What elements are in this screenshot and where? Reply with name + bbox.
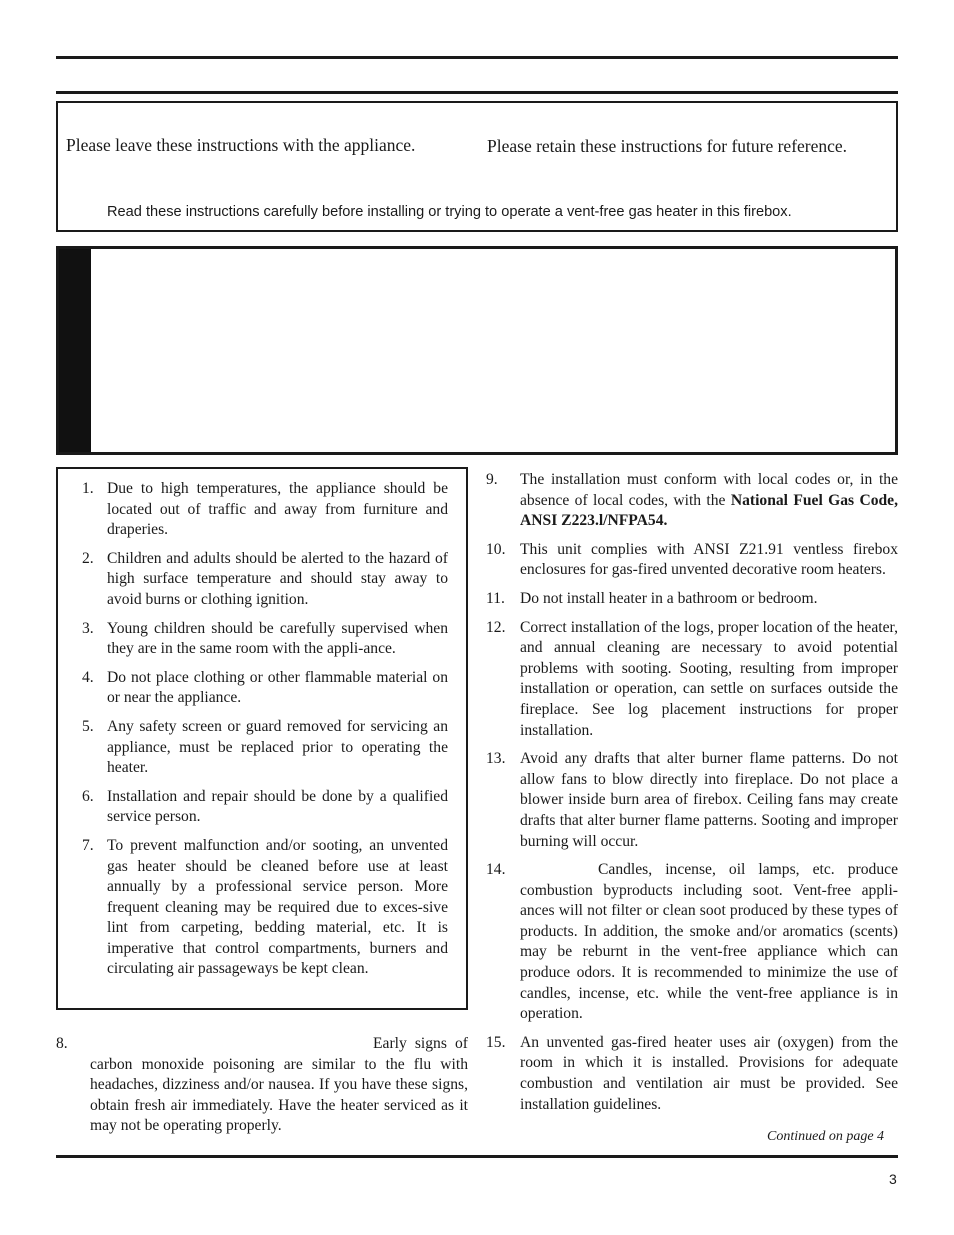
list-item bbox=[486, 589, 898, 610]
list-item-body: This unit complies with ANSI Z21.91 ventless firebox enclosures for gas-fired unvented decorative room heaters. bbox=[520, 540, 898, 579]
warning-black-bar bbox=[59, 249, 91, 452]
warning-box bbox=[56, 246, 898, 455]
bottom-rule bbox=[56, 1155, 898, 1158]
item-8-text: Early signs of carbon monoxide poisoning are similar to the flu with headaches, dizziness and/or nausea. If you have these signs, obtain fresh air immediately. Have the heater serviced as it may not be operating properly. bbox=[90, 1035, 468, 1135]
list-item bbox=[82, 668, 448, 709]
list-item-text bbox=[107, 619, 448, 660]
list-item-body: To prevent malfunction and/or sooting, an unvented gas heater should be cleaned before use at least annually by a professional service person. More frequent cleaning may be required due to exces-sive lint from carpeting, bedding material, etc. It is imperative that control compartments, burners and circulating air passageways be kept clean. bbox=[107, 836, 448, 978]
list-item-text bbox=[520, 860, 898, 1025]
list-item-text bbox=[520, 470, 898, 532]
list-item-bold: National Fuel Gas Code, ANSI Z223.l/NFPA54. bbox=[520, 491, 899, 530]
list-item bbox=[82, 619, 448, 660]
continued-note: Continued on page 4 bbox=[767, 1129, 885, 1144]
list-item-body: Due to high temperatures, the appliance should be located out of traffic and away from furniture and draperies. bbox=[107, 480, 448, 539]
list-item-number: 10. bbox=[486, 540, 506, 558]
list-item-text bbox=[107, 836, 448, 980]
list-item bbox=[82, 836, 448, 980]
read-instructions-text: Read these instructions carefully before installing or trying to operate a vent-free gas heater in this firebox. bbox=[107, 204, 792, 220]
list-item-text bbox=[107, 717, 448, 779]
list-item-number: 2. bbox=[82, 549, 94, 567]
safety-items-box bbox=[56, 467, 468, 1010]
list-item-text bbox=[520, 1033, 898, 1115]
list-item bbox=[486, 470, 898, 532]
list-item-body: An unvented gas-fired heater uses air (oxygen) from the room in which it is installed. Provisions for adequate combustion and ventilation air must be provided. See installation guidelines. bbox=[520, 1033, 898, 1113]
list-item bbox=[82, 717, 448, 779]
list-item bbox=[486, 618, 898, 742]
list-item-body: Candles, incense, oil lamps, etc. produce combustion byproducts including soot. Vent-free appli-ances will not filter or clean soot produced by these types of products. In addition, the smoke and/or aromatics (scents) may be reburnt in the vent-free appliance which can produce odors. It is recommended to minimize the use of candles, incense, etc. while the vent-free appliance is in operation. bbox=[520, 861, 898, 1023]
list-item-text bbox=[107, 787, 448, 828]
list-item-text bbox=[520, 540, 898, 581]
list-item bbox=[486, 860, 898, 1025]
list-item-body: Installation and repair should be done by a qualified service person. bbox=[107, 787, 448, 826]
list-item-number: 12. bbox=[486, 618, 506, 636]
list-item-number: 4. bbox=[82, 668, 94, 686]
list-item-number: 14. bbox=[486, 861, 506, 879]
list-item-number: 3. bbox=[82, 619, 94, 637]
list-item-text bbox=[520, 589, 898, 610]
retain-instructions-text: Please retain these instructions for future reference. bbox=[487, 136, 848, 156]
list-item-number: 7. bbox=[82, 836, 94, 854]
list-item-number: 15. bbox=[486, 1033, 506, 1051]
list-item-body: Do not install heater in a bathroom or bedroom. bbox=[520, 589, 818, 607]
second-rule bbox=[56, 91, 898, 94]
list-item bbox=[82, 787, 448, 828]
list-item bbox=[82, 549, 448, 611]
page-number: 3 bbox=[889, 1171, 897, 1187]
top-rule bbox=[56, 56, 898, 59]
list-item-body: Children and adults should be alerted to the hazard of high surface temperature and should stay away to avoid burns or clothing ignition. bbox=[107, 549, 448, 608]
list-item-body: Any safety screen or guard removed for servicing an appliance, must be replaced prior to operating the heater. bbox=[107, 717, 448, 777]
safety-list bbox=[82, 479, 448, 988]
list-item-body: Avoid any drafts that alter burner flame patterns. Do not allow fans to blow directly into fireplace. Do not place a blower inside burn area of firebox. Ceiling fans may create drafts that alter burner flame patterns. Sooting and improper burning will occur. bbox=[520, 750, 898, 850]
list-item-number: 13. bbox=[486, 750, 506, 768]
item-8 bbox=[56, 1034, 468, 1137]
list-item-number: 9. bbox=[486, 471, 498, 488]
list-item-text bbox=[107, 549, 448, 611]
list-item bbox=[82, 479, 448, 541]
list-item-text bbox=[520, 749, 898, 852]
item-8-number: 8. bbox=[56, 1035, 68, 1052]
list-item bbox=[486, 749, 898, 852]
list-item-text bbox=[107, 668, 448, 709]
instructions-notice-box bbox=[56, 101, 898, 232]
right-safety-list bbox=[486, 470, 898, 1123]
list-item-text bbox=[107, 479, 448, 541]
leave-instructions-text: Please leave these instructions with the appliance. bbox=[66, 135, 416, 155]
list-item-number: 11. bbox=[486, 589, 505, 607]
list-item-number: 1. bbox=[82, 480, 94, 497]
list-item-text bbox=[520, 618, 898, 742]
list-item bbox=[486, 540, 898, 581]
list-item-number: 5. bbox=[82, 717, 94, 735]
list-item bbox=[486, 1033, 898, 1115]
list-item-body: Do not place clothing or other flammable material on or near the appliance. bbox=[107, 668, 448, 707]
list-item-number: 6. bbox=[82, 787, 94, 805]
list-item-body: The installation must conform with local codes or, in the absence of local codes, with the bbox=[520, 471, 898, 509]
list-item-body: Young children should be carefully supervised when they are in the same room with the appli-ance. bbox=[107, 619, 448, 658]
list-item-body: Correct installation of the logs, proper location of the heater, and annual cleaning are necessary to avoid potential problems with sooting. Sooting, resulting from improper installation or operation, can settle on surfaces outside the fireplace. See log placement instructions for proper installation. bbox=[520, 618, 898, 739]
